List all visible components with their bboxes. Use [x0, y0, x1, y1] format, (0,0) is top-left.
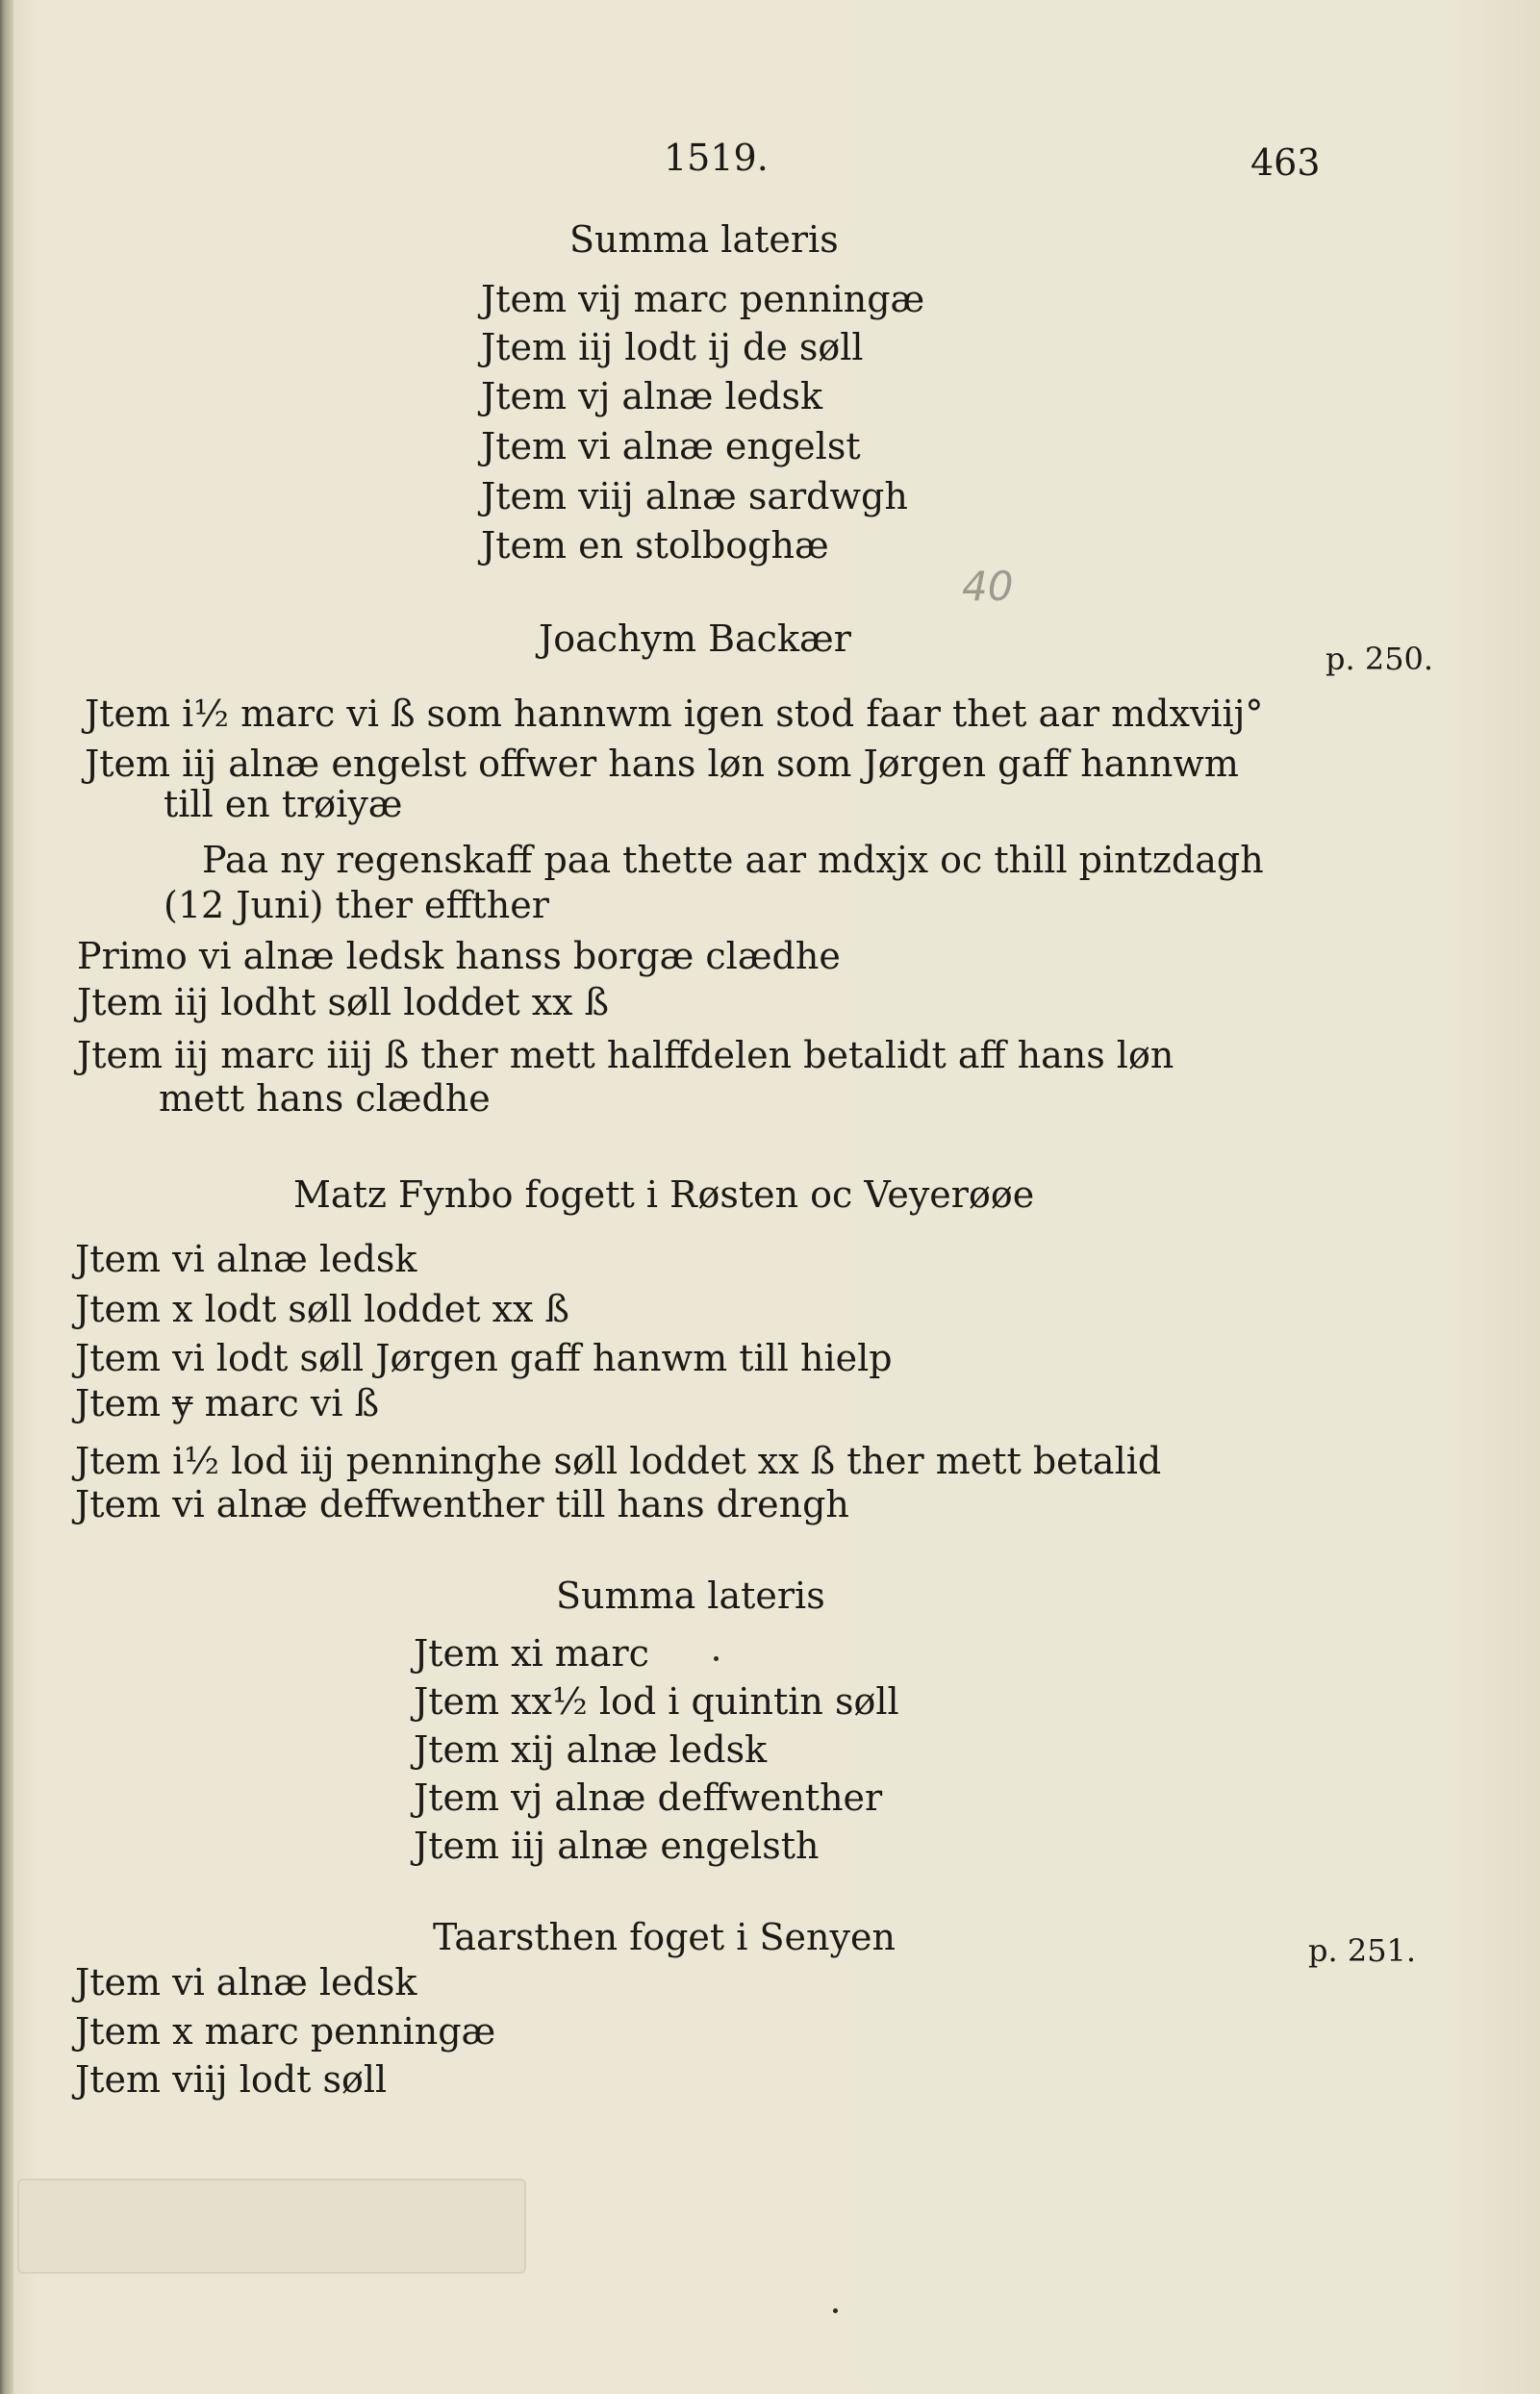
running-head-year: 1519. [664, 137, 769, 179]
entry-line: Jtem xij alnæ ledsk [414, 1728, 768, 1771]
entry-line: Jtem vi alnæ deffwenther till hans drengh [75, 1483, 849, 1525]
entry-line: Jtem vi lodt søll Jørgen gaff hanwm till hielp [75, 1337, 893, 1379]
entry-line: Jtem x marc penningæ [75, 2010, 496, 2053]
entry-line: Jtem ɏ marc vi ß [75, 1382, 379, 1424]
section-title-summa-lateris-1: Summa lateris [569, 218, 839, 261]
section-title-taarsthen: Taarsthen foget i Senyen [433, 1916, 896, 1958]
entry-line: Jtem vj alnæ ledsk [481, 375, 823, 417]
entry-line: Paa ny regenskaff paa thette aar mdxjx oc thill pintzdagh [202, 839, 1264, 881]
entry-line: Jtem i½ lod iij penninghe søll loddet xx ß ther mett betalid [75, 1440, 1162, 1482]
section-title-joachym-backaer: Joachym Backær [539, 617, 851, 660]
ink-speck [833, 2308, 838, 2313]
entry-line: Jtem iij lodt ij de søll [481, 326, 864, 368]
faded-label-patch [17, 2179, 526, 2274]
entry-line: Jtem viij lodt søll [75, 2058, 388, 2101]
margin-page-ref: p. 250. [1325, 641, 1434, 677]
margin-page-ref: p. 251. [1308, 1932, 1417, 1969]
entry-line: Jtem iij alnæ engelsth [414, 1825, 820, 1867]
entry-line: Jtem iij lodht søll loddet xx ß [77, 981, 610, 1023]
entry-line: Jtem iij alnæ engelst offwer hans løn som Jørgen gaff hannwm [85, 743, 1239, 785]
entry-line: Jtem vj alnæ deffwenther [414, 1777, 883, 1819]
entry-line: Jtem vij marc penningæ [481, 278, 925, 320]
entry-line: Jtem xi marc [414, 1632, 649, 1675]
entry-line: Jtem vi alnæ ledsk [75, 1961, 417, 2003]
entry-line: Jtem x lodt søll loddet xx ß [75, 1288, 569, 1330]
entry-line: Jtem viij alnæ sardwgh [481, 475, 908, 517]
entry-line: mett hans clædhe [159, 1077, 491, 1120]
entry-line: Jtem i½ marc vi ß som hannwm igen stod faar thet aar mdxviij° [85, 693, 1264, 735]
ink-speck [714, 1656, 719, 1661]
entry-line: till en trøiyæ [164, 783, 403, 825]
entry-line: Jtem iij marc iiij ß ther mett halffdelen betalidt aff hans løn [77, 1034, 1174, 1076]
pencil-annotation: 40 [962, 563, 1014, 610]
entry-line: Jtem en stolboghæ [481, 524, 829, 567]
page-number: 463 [1250, 141, 1321, 184]
entry-line: Jtem vi alnæ engelst [481, 425, 861, 467]
entry-line: Jtem vi alnæ ledsk [75, 1238, 417, 1280]
entry-line: Jtem xx½ lod i quintin søll [414, 1680, 899, 1723]
section-title-summa-lateris-2: Summa lateris [556, 1575, 825, 1617]
entry-line: (12 Juni) ther effther [164, 884, 549, 926]
entry-line: Primo vi alnæ ledsk hanss borgæ clædhe [77, 935, 841, 977]
book-spine-edge [0, 0, 13, 2394]
section-title-matz-fynbo: Matz Fynbo fogett i Røsten oc Veyerøøe [293, 1173, 1035, 1216]
